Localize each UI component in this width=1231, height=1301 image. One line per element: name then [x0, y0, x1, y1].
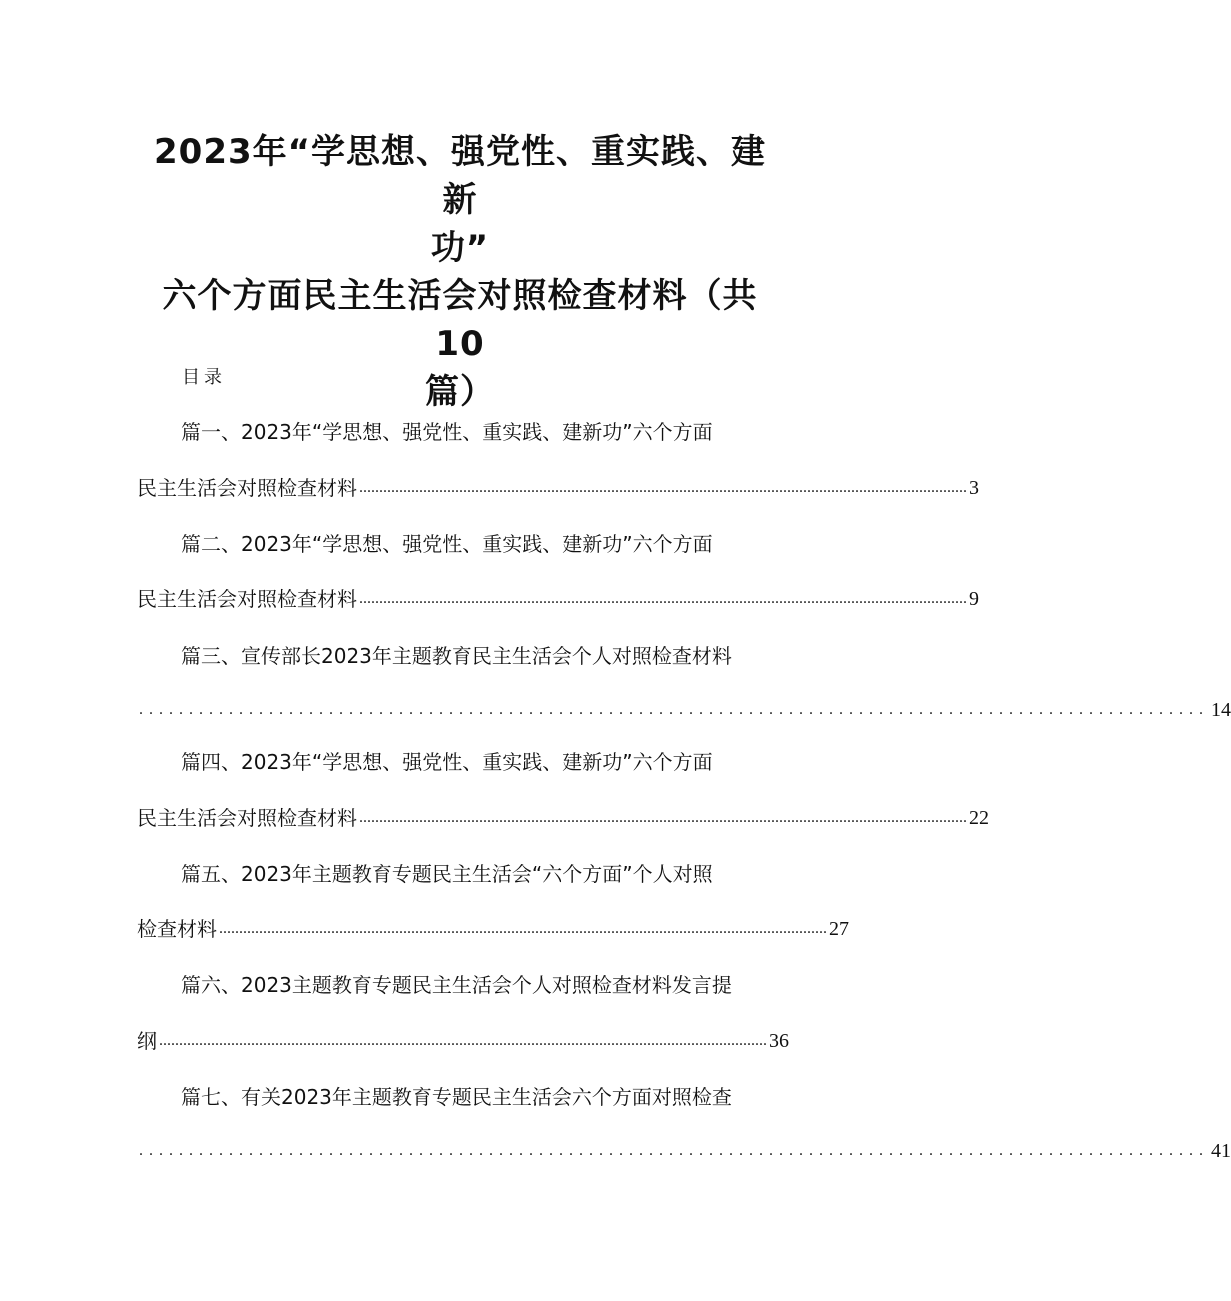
toc-entry-6-page: 36 [769, 1030, 789, 1052]
toc-entry-4-line[interactable] [137, 804, 989, 832]
toc-entry-6-continuation: 纲 [137, 1029, 157, 1053]
toc-leader-dots: ........................................................................................................................................................ [359, 479, 967, 496]
toc-entry-1-line[interactable] [137, 474, 979, 502]
title-line-1: 2023年“学思想、强党性、重实践、建新 [154, 132, 766, 220]
toc-entry-4-title[interactable]: 篇四、2023年“学思想、强党性、重实践、建新功”六个方面 [181, 750, 713, 774]
toc-entry-7-title[interactable]: 篇七、有关2023年主题教育专题民主生活会六个方面对照检查 [181, 1085, 732, 1109]
toc-entry-7-line[interactable] [137, 1137, 1231, 1165]
toc-leader-dots: ........................................................................................................... [139, 701, 1209, 718]
toc-entry-2-title[interactable]: 篇二、2023年“学思想、强党性、重实践、建新功”六个方面 [181, 532, 713, 556]
toc-leader-dots: ........................................................................................................................................................ [359, 590, 967, 607]
toc-entry-2-line[interactable] [137, 585, 979, 613]
toc-entry-5-continuation: 检查材料 [137, 917, 217, 941]
toc-heading: 目录 [182, 367, 226, 388]
toc-entry-1-page: 3 [969, 477, 979, 499]
toc-entry-4-continuation: 民主生活会对照检查材料 [137, 806, 357, 830]
toc-leader-dots: ........................................................................................................................................................ [359, 809, 967, 826]
toc-leader-dots: ........................................................................................................................................................ [219, 920, 827, 937]
toc-entry-2-continuation: 民主生活会对照检查材料 [137, 587, 357, 611]
toc-entry-3-page: 14 [1211, 699, 1231, 721]
toc-leader-dots: ........................................................................................................... [139, 1142, 1209, 1159]
toc-leader-dots: ........................................................................................................................................................ [159, 1032, 767, 1049]
toc-entry-3-line[interactable] [137, 696, 1231, 724]
title-line-2: 功” [430, 228, 490, 268]
title-line-4: 篇） [425, 372, 495, 412]
toc-entry-4-page: 22 [969, 807, 989, 829]
toc-entry-6-title[interactable]: 篇六、2023主题教育专题民主生活会个人对照检查材料发言提 [181, 973, 732, 997]
toc-entry-5-title[interactable]: 篇五、2023年主题教育专题民主生活会“六个方面”个人对照 [181, 862, 713, 886]
toc-entry-7-page: 41 [1211, 1140, 1231, 1162]
toc-entry-5-line[interactable] [137, 915, 849, 943]
toc-entry-5-page: 27 [829, 918, 849, 940]
toc-entry-1-title[interactable]: 篇一、2023年“学思想、强党性、重实践、建新功”六个方面 [181, 420, 713, 444]
toc-entry-3-title[interactable]: 篇三、宣传部长2023年主题教育民主生活会个人对照检查材料 [181, 644, 732, 668]
toc-entry-2-page: 9 [969, 588, 979, 610]
document-title [150, 128, 770, 416]
toc-entry-1-continuation: 民主生活会对照检查材料 [137, 476, 357, 500]
toc-entry-6-line[interactable] [137, 1027, 789, 1055]
title-line-3: 六个方面民主生活会对照检查材料（共10 [162, 276, 758, 364]
